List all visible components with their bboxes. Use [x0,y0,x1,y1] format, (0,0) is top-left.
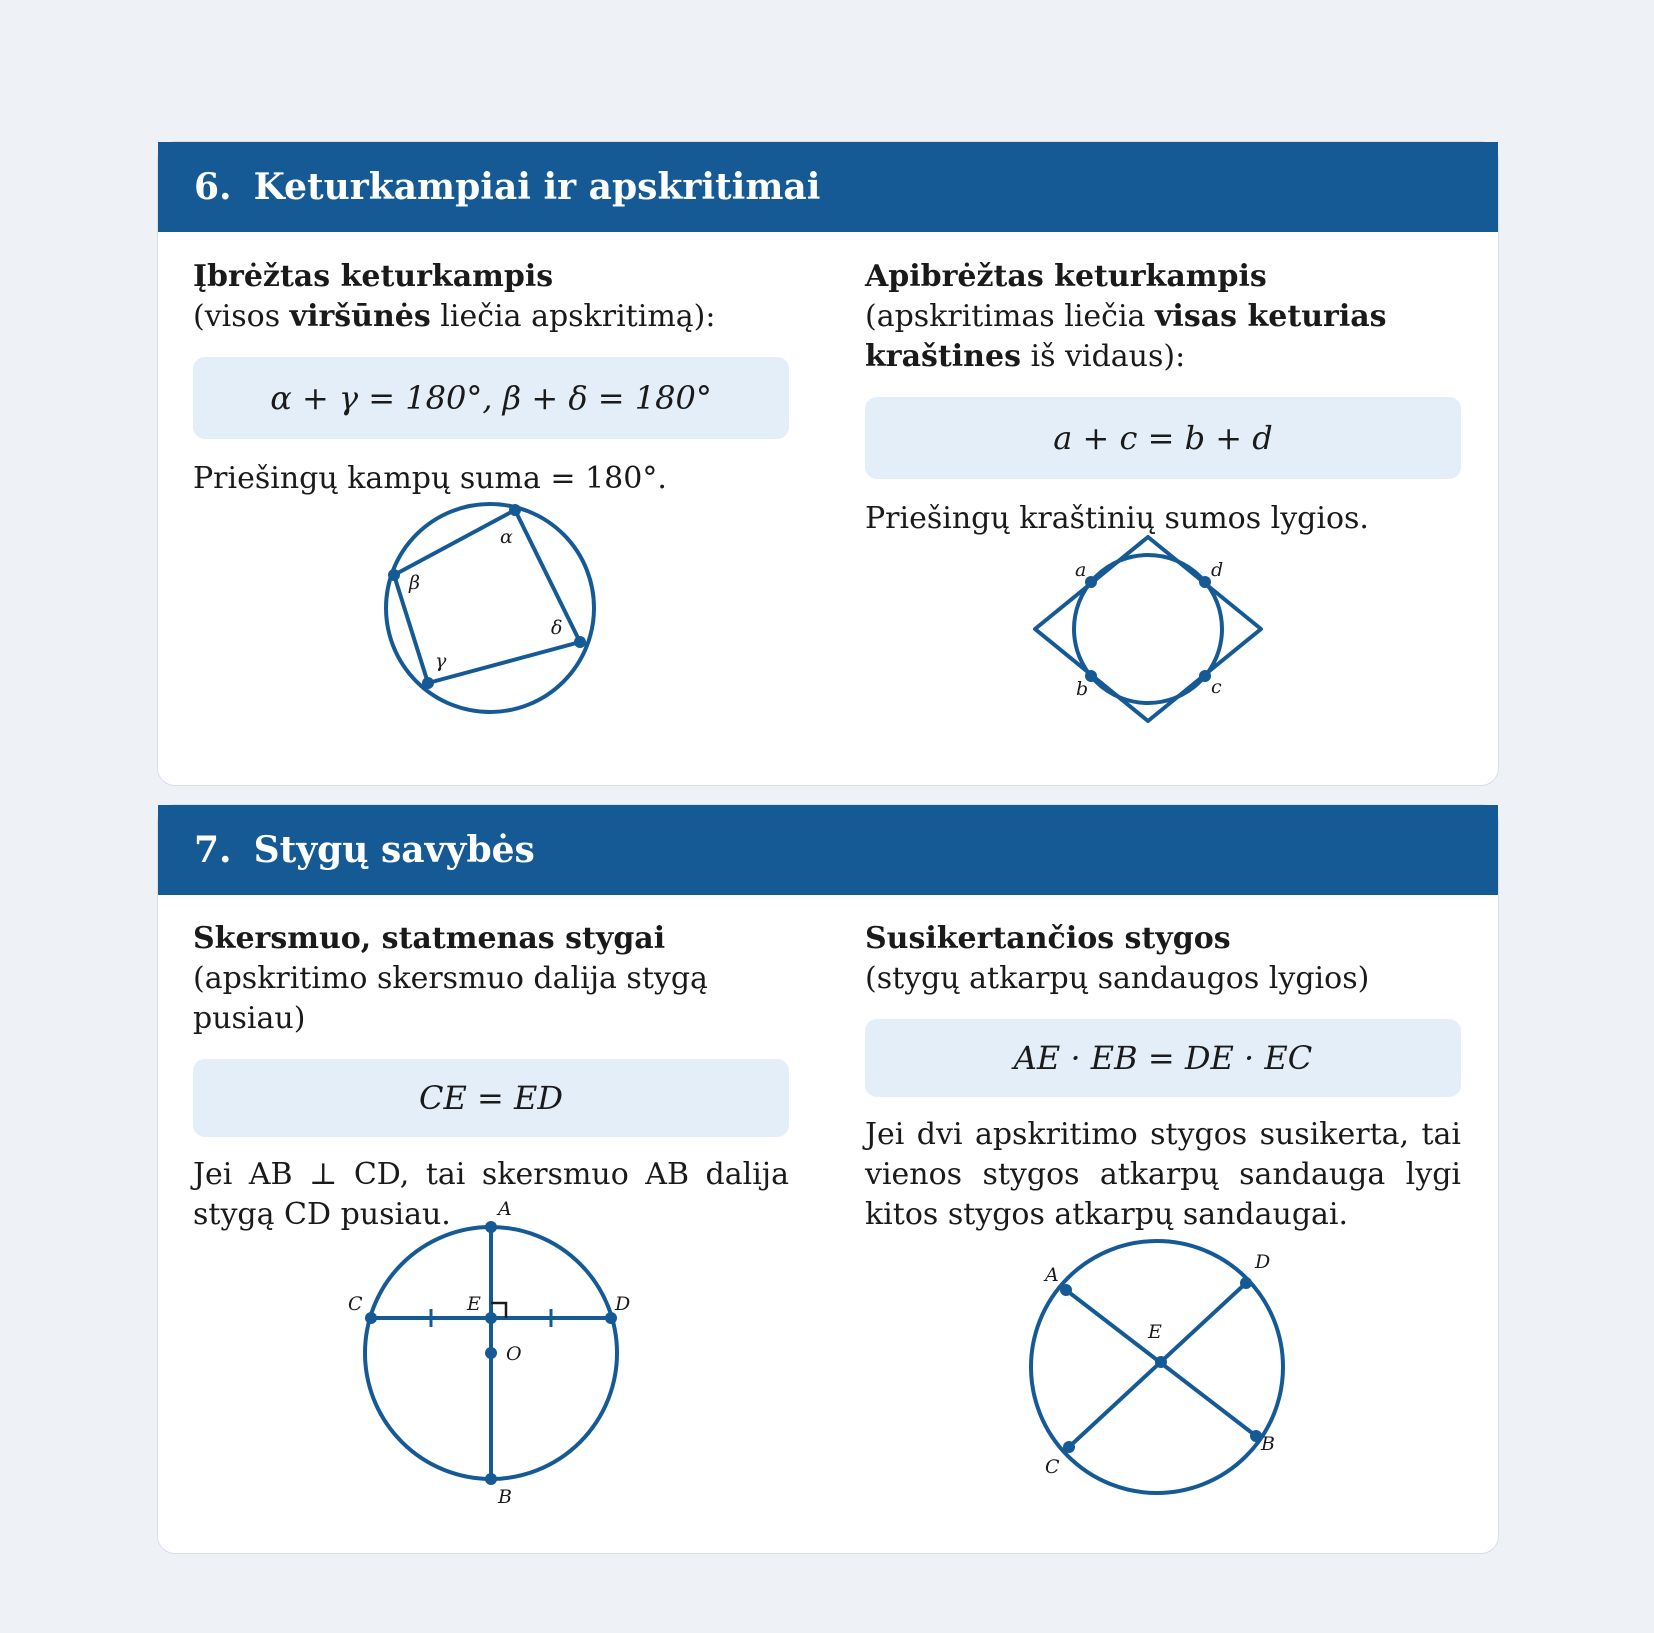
formula-note: Priešingų kampų suma = 180°. [193,461,667,496]
section-title: Stygų savybės [253,829,535,871]
side-d-label: d [1211,559,1224,581]
circumscribed-quadrilateral-column [865,257,1461,539]
point-e-label: E [467,1293,481,1315]
subsection-heading: Apibrėžtas keturkampis [865,259,1267,294]
side-c-label: c [1211,676,1222,698]
inscribed-quadrilateral-column [193,257,789,499]
intersecting-chords-diagram [1021,1225,1291,1499]
subsection-description: (apskritimo skersmuo dalija stygą pusiau) [193,961,708,1036]
formula-note: Jei dvi apskritimo stygos susikerta, tai vienos stygos atkarpų sandauga lygi kitos stygos atkarpų sandaugai. [865,1117,1461,1232]
subsection-description: (apskritimas liečia visas keturias kraštines iš vidaus): [865,299,1387,374]
point-o-label: O [506,1343,522,1365]
section-card-7 [157,804,1499,1554]
angle-delta-label: δ [551,617,563,639]
perpendicular-diameter-diagram [326,1185,636,1508]
formula-box: AE · EB = DE · EC [865,1019,1461,1097]
point-c-label: C [348,1293,363,1315]
point-e-label: E [1148,1321,1162,1343]
point-c-label: C [1045,1456,1060,1478]
point-d-label: D [615,1293,631,1315]
section-number: 7. [194,829,232,871]
section-header [158,805,1498,895]
subsection-heading: Skersmuo, statmenas stygai [193,921,666,956]
section-card-6 [157,141,1499,786]
subsection-description: (stygų atkarpų sandaugos lygios) [865,961,1370,996]
section-header [158,142,1498,232]
point-b-label: B [1261,1433,1275,1455]
formula-note: Jei AB ⊥ CD, tai skersmuo AB dalija stygą CD pusiau. [193,1157,789,1232]
formula-box: CE = ED [193,1059,789,1137]
subsection-description: (visos viršūnės liečia apskritimą): [193,299,716,334]
section-number: 6. [194,166,232,208]
point-d-label: D [1255,1251,1271,1273]
formula-box: a + c = b + d [865,397,1461,479]
subsection-heading: Įbrėžtas keturkampis [193,259,554,294]
circumscribed-quadrilateral-diagram [1028,525,1278,734]
angle-alpha-label: α [500,526,513,548]
angle-beta-label: β [409,572,420,594]
angle-gamma-label: γ [435,650,447,672]
inscribed-quadrilateral-diagram [379,486,619,730]
side-b-label: b [1076,678,1089,700]
formula-box: α + γ = 180°, β + δ = 180° [193,357,789,439]
point-a-label: A [1045,1264,1059,1286]
section-title: Keturkampiai ir apskritimai [253,166,821,208]
point-a-label: A [498,1198,512,1220]
side-a-label: a [1075,559,1087,581]
formula-note: Priešingų kraštinių sumos lygios. [865,501,1369,536]
intersecting-chords-column [865,919,1461,1235]
subsection-heading: Susikertančios stygos [865,921,1231,956]
point-b-label: B [498,1486,512,1508]
